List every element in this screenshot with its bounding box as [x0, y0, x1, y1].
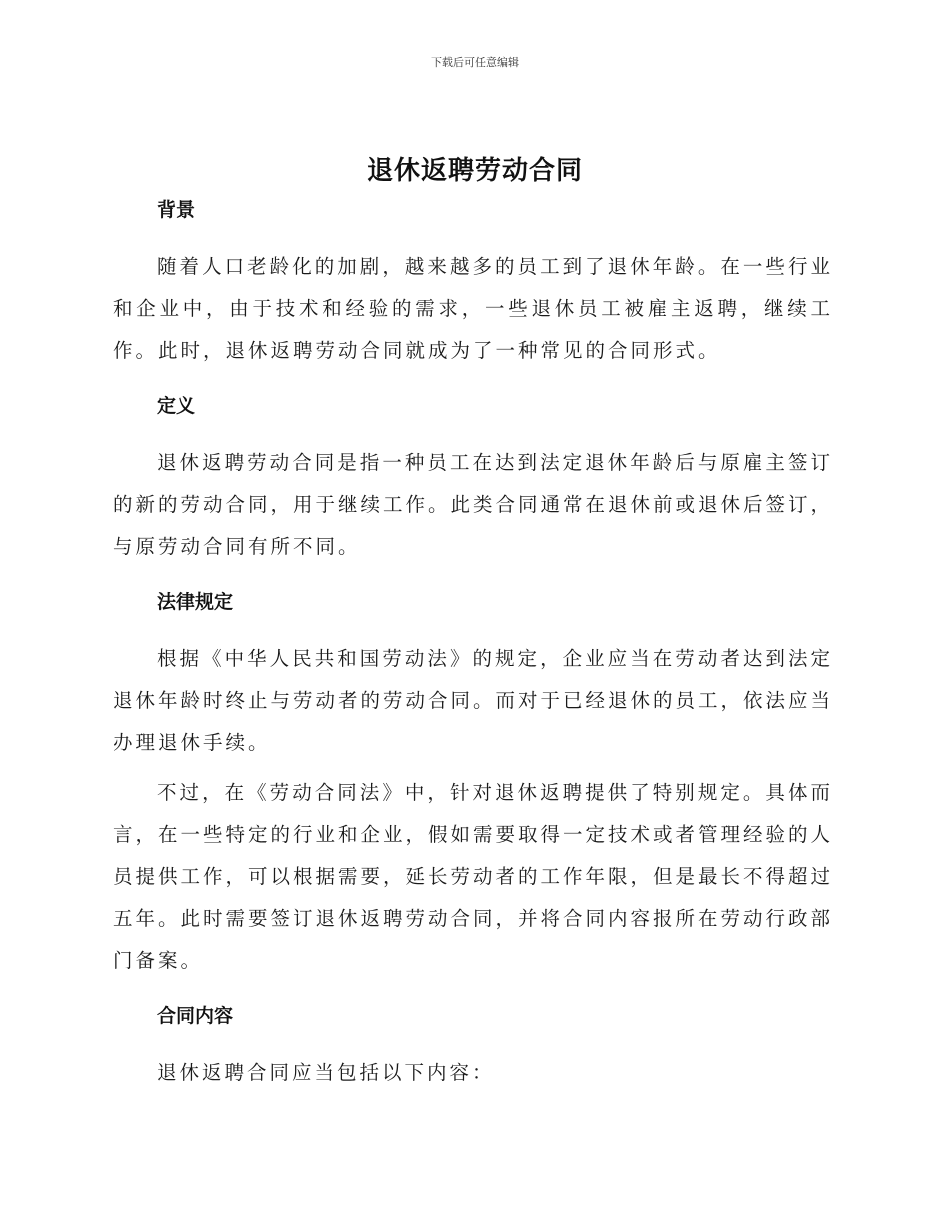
- paragraph-legal-1: 根据《中华人民共和国劳动法》的规定，企业应当在劳动者达到法定退休年龄时终止与劳动者的劳动合同。而对于已经退休的员工，依法应当办理退休手续。: [113, 647, 834, 754]
- section-heading-legal: 法律规定: [157, 591, 234, 613]
- document-body: [113, 196, 833, 1094]
- paragraph-background: 随着人口老龄化的加剧，越来越多的员工到了退休年龄。在一些行业和企业中，由于技术和经验的需求，一些退休员工被雇主返聘，继续工作。此时，退休返聘劳动合同就成为了一种常见的合同形式。: [113, 255, 833, 362]
- section-heading-contents: 合同内容: [157, 1005, 234, 1027]
- section-heading-background: 背景: [157, 199, 196, 221]
- section-heading-definition: 定义: [157, 395, 196, 417]
- header-note: 下载后可任意编辑: [431, 56, 519, 69]
- paragraph-legal-2: 不过，在《劳动合同法》中，针对退休返聘提供了特别规定。具体而言，在一些特定的行业和企业，假如需要取得一定技术或者管理经验的人员提供工作，可以根据需要，延长劳动者的工作年限，但是最长不得超过五年。此时需要签订退休返聘劳动合同，并将合同内容报所在劳动行政部门备案。: [113, 781, 834, 972]
- paragraph-contents: 退休返聘合同应当包括以下内容：: [157, 1061, 495, 1084]
- document-title: 退休返聘劳动合同: [366, 156, 583, 186]
- paragraph-definition: 退休返聘劳动合同是指一种员工在达到法定退休年龄后与原雇主签订的新的劳动合同，用于继续工作。此类合同通常在退休前或退休后签订，与原劳动合同有所不同。: [113, 451, 834, 558]
